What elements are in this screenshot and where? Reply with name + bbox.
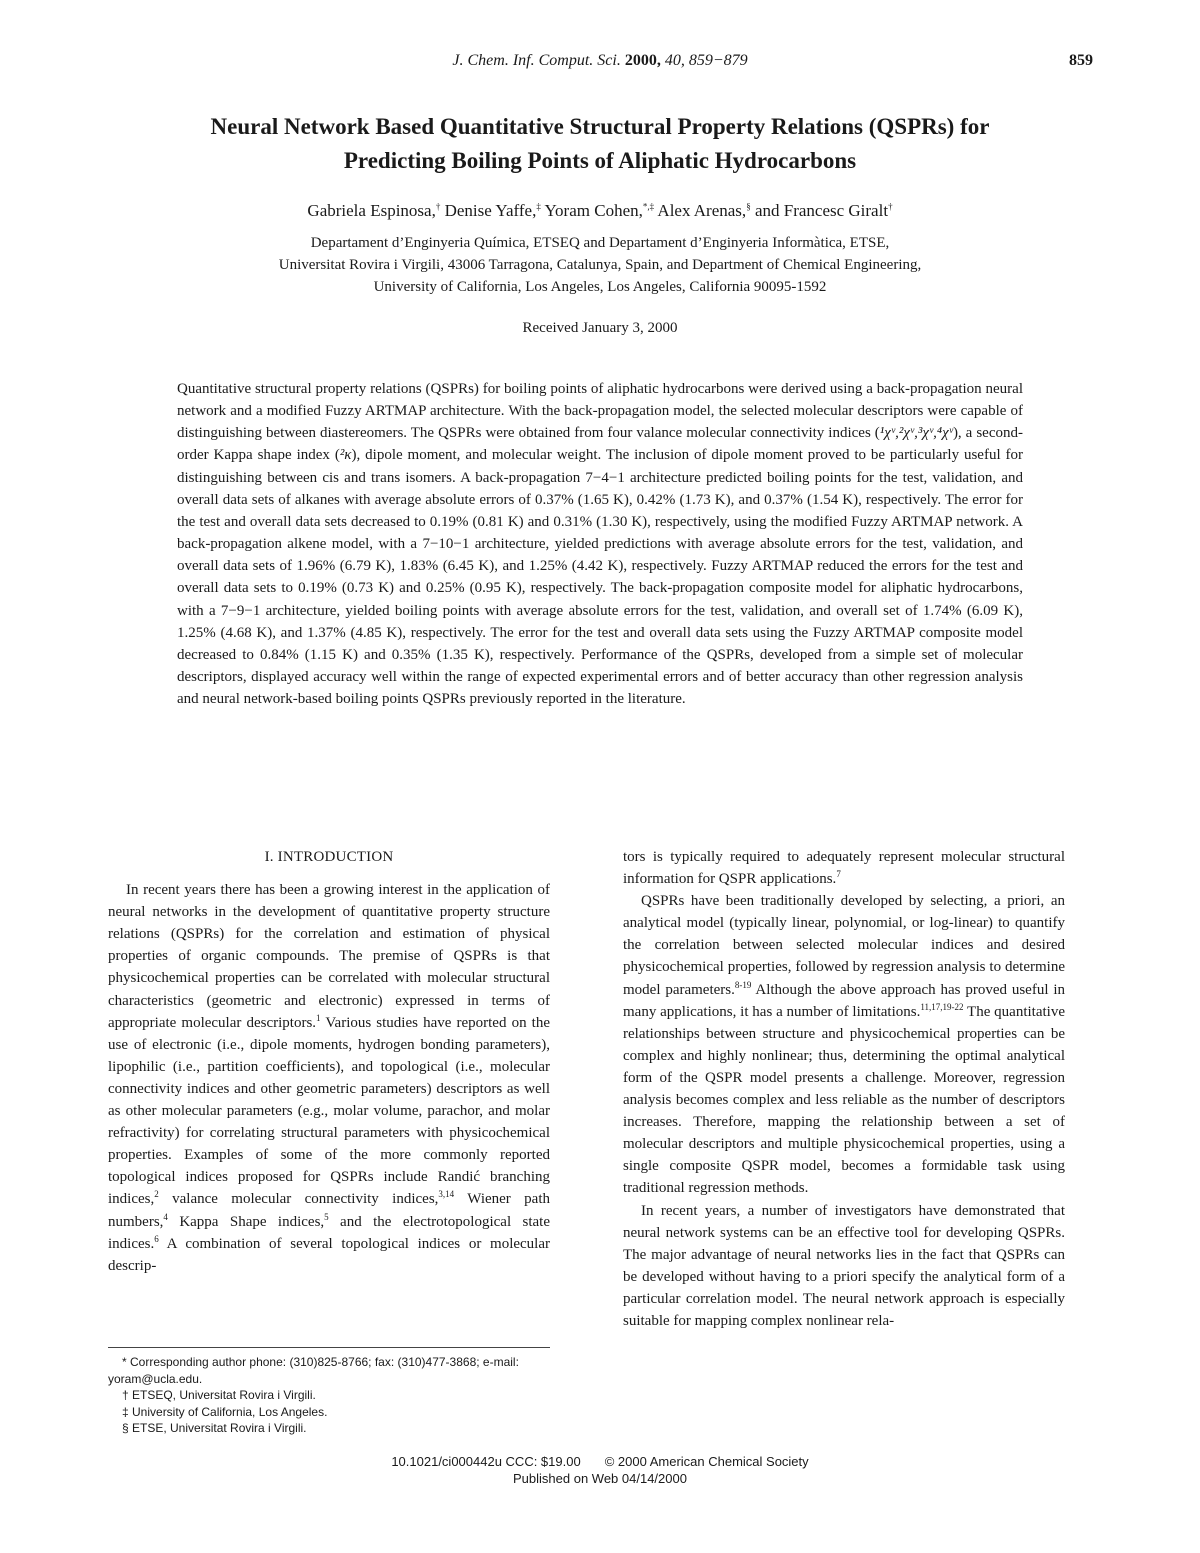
running-head bbox=[0, 52, 1200, 74]
author-affiliation-mark: † bbox=[435, 201, 441, 212]
abstract-part-c: ), dipole moment, and molecular weight. The inclusion of dipole moment proved to be particularly useful for distinguishing between cis and trans isomers. A back-propagation 7−4−1 architecture predicted boiling points for the test, validation, and overall data sets of alkanes with average absolute errors of 0.37% (1.65 K), 0.42% (1.73 K), and 0.37% (1.54 K), respectively. The error for the test and overall data sets decreased to 0.19% (0.81 K) and 0.31% (1.30 K), respectively, using the modified Fuzzy ARTMAP network. A back-propagation alkene model, with a 7−10−1 architecture, yielded predictions with average absolute errors for the test, validation, and overall data sets of 1.96% (6.79 K), 1.83% (6.45 K), and 1.25% (4.42 K), respectively. Fuzzy ARTMAP reduced the errors for the test and overall data sets to 0.19% (0.73 K) and 0.25% (0.95 K), respectively. The back-propagation composite model for aliphatic hydrocarbons, with a 7−9−1 architecture, yielded boiling points with average absolute errors for the test, validation, and overall set of 1.74% (6.09 K), 1.25% (4.68 K), and 1.37% (4.85 K), respectively. The error for the test and overall data sets using the Fuzzy ARTMAP composite model decreased to 0.84% (1.15 K) and 0.35% (1.35 K), respectively. Performance of the QSPRs, developed from a simple set of molecular descriptors, displayed accuracy well within the range of expected experimental errors and of better accuracy than other regression analysis and neural network-based boiling points QSPRs previously reported in the literature. bbox=[177, 447, 1023, 708]
abstract-part-b: ), a second-order Kappa shape index ( bbox=[177, 425, 1023, 464]
reference-superscript: 2 bbox=[154, 1189, 159, 1200]
journal-year: 2000, bbox=[624, 52, 661, 69]
author bbox=[657, 201, 750, 220]
author-name: Alex Arenas, bbox=[657, 201, 747, 220]
copyright: © 2000 American Chemical Society bbox=[604, 1454, 809, 1469]
abstract-part-a: Quantitative structural property relations (QSPRs) for boiling points of aliphatic hydrocarbons were derived using a back-propagation neural network and a modified Fuzzy ARTMAP architecture. With the back-propagation model, the selected molecular descriptors were capable of distinguishing between diastereomers. The QSPRs were obtained from four valance molecular connectivity indices ( bbox=[177, 381, 1023, 442]
reference-superscript: 5 bbox=[324, 1211, 329, 1222]
intro-paragraph-3 bbox=[623, 1200, 1065, 1333]
text-run: In recent years there has been a growing interest in the application of neural networks in the development of quantitative property structure relations (QSPRs) for the correlation and estimation of physical properties of organic compounds. The premise of QSPRs is that physicochemical properties can be correlated with molecular structural characteristics (geometric and electronic) expressed in terms of appropriate molecular descriptors. bbox=[108, 882, 550, 1031]
text-run: Although the above approach has proved useful in many applications, it has a number of limitations. bbox=[623, 981, 1065, 1020]
section-heading-introduction: I. INTRODUCTION bbox=[264, 849, 394, 865]
author-name: Denise Yaffe, bbox=[444, 201, 537, 220]
doi-price: 10.1021/ci000442u CCC: $19.00 bbox=[391, 1454, 581, 1469]
author bbox=[755, 201, 893, 220]
intro-paragraph-2 bbox=[623, 890, 1065, 1199]
footnote-etseq: † ETSEQ, Universitat Rovira i Virgili. bbox=[122, 1388, 316, 1402]
author-affiliation-mark: ‡ bbox=[536, 201, 541, 212]
published-date: Published on Web 04/14/2000 bbox=[513, 1471, 687, 1486]
text-run: QSPRs have been traditionally developed by selecting, a priori, an analytical model (typically linear, polynomial, or log-linear) to quantify the correlation between selected molecular indices and desired physicochemical properties, followed by regression analysis to determine model parameters. bbox=[623, 893, 1065, 998]
affiliation-line-1: Departament d’Enginyeria Química, ETSEQ and Departament d’Enginyeria Informàtica, ETSE, bbox=[310, 235, 890, 251]
text-run: A combination of several topological indices or molecular descrip- bbox=[108, 1235, 550, 1274]
journal-citation bbox=[0, 52, 1200, 70]
intro-paragraph-1-continued bbox=[623, 846, 1065, 890]
author-affiliation-mark: *,‡ bbox=[642, 201, 655, 212]
affiliation bbox=[110, 232, 1090, 298]
author-name: and Francesc Giralt bbox=[754, 201, 889, 220]
author-name: Yoram Cohen, bbox=[544, 201, 643, 220]
chi-indices: ¹χᵛ,²χᵛ,³χᵛ,⁴χᵛ bbox=[879, 425, 953, 442]
reference-superscript: 3,14 bbox=[438, 1189, 455, 1200]
text-run: and the electrotopological state indices. bbox=[108, 1213, 550, 1252]
right-column bbox=[623, 846, 1065, 1332]
text-run: Various studies have reported on the use of electronic (i.e., dipole moments, hydrogen bonding parameters), lipophilic (i.e., partition coefficients), and topological (i.e., molecular connectivity indices and other geometric parameters) descriptors as well as other molecular parameters (e.g., molar volume, parachor, and molar refractivity) for correlating structural parameters with physicochemical properties. Examples of some of the more commonly reported topological indices proposed for QSPRs include Randić branching indices, bbox=[108, 1014, 550, 1208]
title-line-1: Neural Network Based Quantitative Structural Property Relations (QSPRs) for bbox=[210, 114, 990, 139]
reference-superscript: 7 bbox=[836, 869, 841, 880]
article-title bbox=[110, 110, 1090, 178]
footnote-etse: § ETSE, Universitat Rovira i Virgili. bbox=[122, 1421, 307, 1435]
text-run: Wiener path numbers, bbox=[108, 1191, 550, 1230]
author bbox=[445, 201, 541, 220]
reference-superscript: 11,17,19-22 bbox=[920, 1001, 964, 1012]
footnote-corresponding-author: * Corresponding author phone: (310)825-8766; fax: (310)477-3868; e-mail: yoram@ucla.edu. bbox=[108, 1355, 519, 1386]
text-run: In recent years, a number of investigators have demonstrated that neural network systems can be an effective tool for developing QSPRs. The major advantage of neural networks lies in the fact that QSPRs can be developed without having to a priori specify the analytical form of a particular correlation model. The neural network approach is especially suitable for mapping complex nonlinear rela- bbox=[623, 1202, 1065, 1329]
affiliation-line-2: Universitat Rovira i Virgili, 43006 Tarragona, Catalunya, Spain, and Department of Chemical Engineering, bbox=[278, 257, 922, 273]
author bbox=[307, 201, 440, 220]
journal-name: J. Chem. Inf. Comput. Sci. bbox=[452, 52, 621, 69]
footnotes bbox=[108, 1347, 550, 1437]
intro-paragraph-1 bbox=[108, 879, 550, 1277]
reference-superscript: 4 bbox=[163, 1211, 168, 1222]
journal-volume: 40, bbox=[664, 52, 685, 69]
author-name: Gabriela Espinosa, bbox=[307, 201, 436, 220]
author-affiliation-mark: § bbox=[746, 201, 751, 212]
received-date: Received January 3, 2000 bbox=[522, 320, 678, 336]
bottom-publication-info bbox=[0, 1453, 1200, 1487]
author bbox=[544, 201, 654, 220]
text-run: The quantitative relationships between structure and physicochemical properties can be complex and highly nonlinear; thus, determining the optimal analytical form of the QSPR model presents a challenge. Moreover, regression analysis becomes complex and less reliable as the number of descriptors increases. Therefore, mapping the relationship between a set of molecular descriptors and multiple physicochemical properties, using a single composite QSPR model, becomes a formidable task using traditional regression methods. bbox=[623, 1003, 1065, 1197]
reference-superscript: 6 bbox=[154, 1233, 159, 1244]
affiliation-line-3: University of California, Los Angeles, Los Angeles, California 90095-1592 bbox=[373, 279, 827, 295]
reference-superscript: 8-19 bbox=[734, 979, 752, 990]
page-number: 859 bbox=[1069, 52, 1093, 69]
journal-pages: 859−879 bbox=[688, 52, 748, 69]
left-column bbox=[108, 846, 550, 1277]
author-affiliation-mark: † bbox=[888, 201, 893, 212]
title-line-2: Predicting Boiling Points of Aliphatic Hydrocarbons bbox=[343, 148, 857, 173]
footnote-ucla: ‡ University of California, Los Angeles. bbox=[122, 1404, 328, 1419]
author-list bbox=[110, 199, 1090, 223]
text-run: valance molecular connectivity indices, bbox=[158, 1191, 439, 1208]
kappa-index: ²κ bbox=[339, 447, 352, 464]
reference-superscript: 1 bbox=[316, 1012, 321, 1023]
abstract bbox=[177, 378, 1023, 710]
text-run: tors is typically required to adequately represent molecular structural information for QSPR applications. bbox=[623, 849, 1065, 888]
text-run: Kappa Shape indices, bbox=[167, 1213, 325, 1230]
